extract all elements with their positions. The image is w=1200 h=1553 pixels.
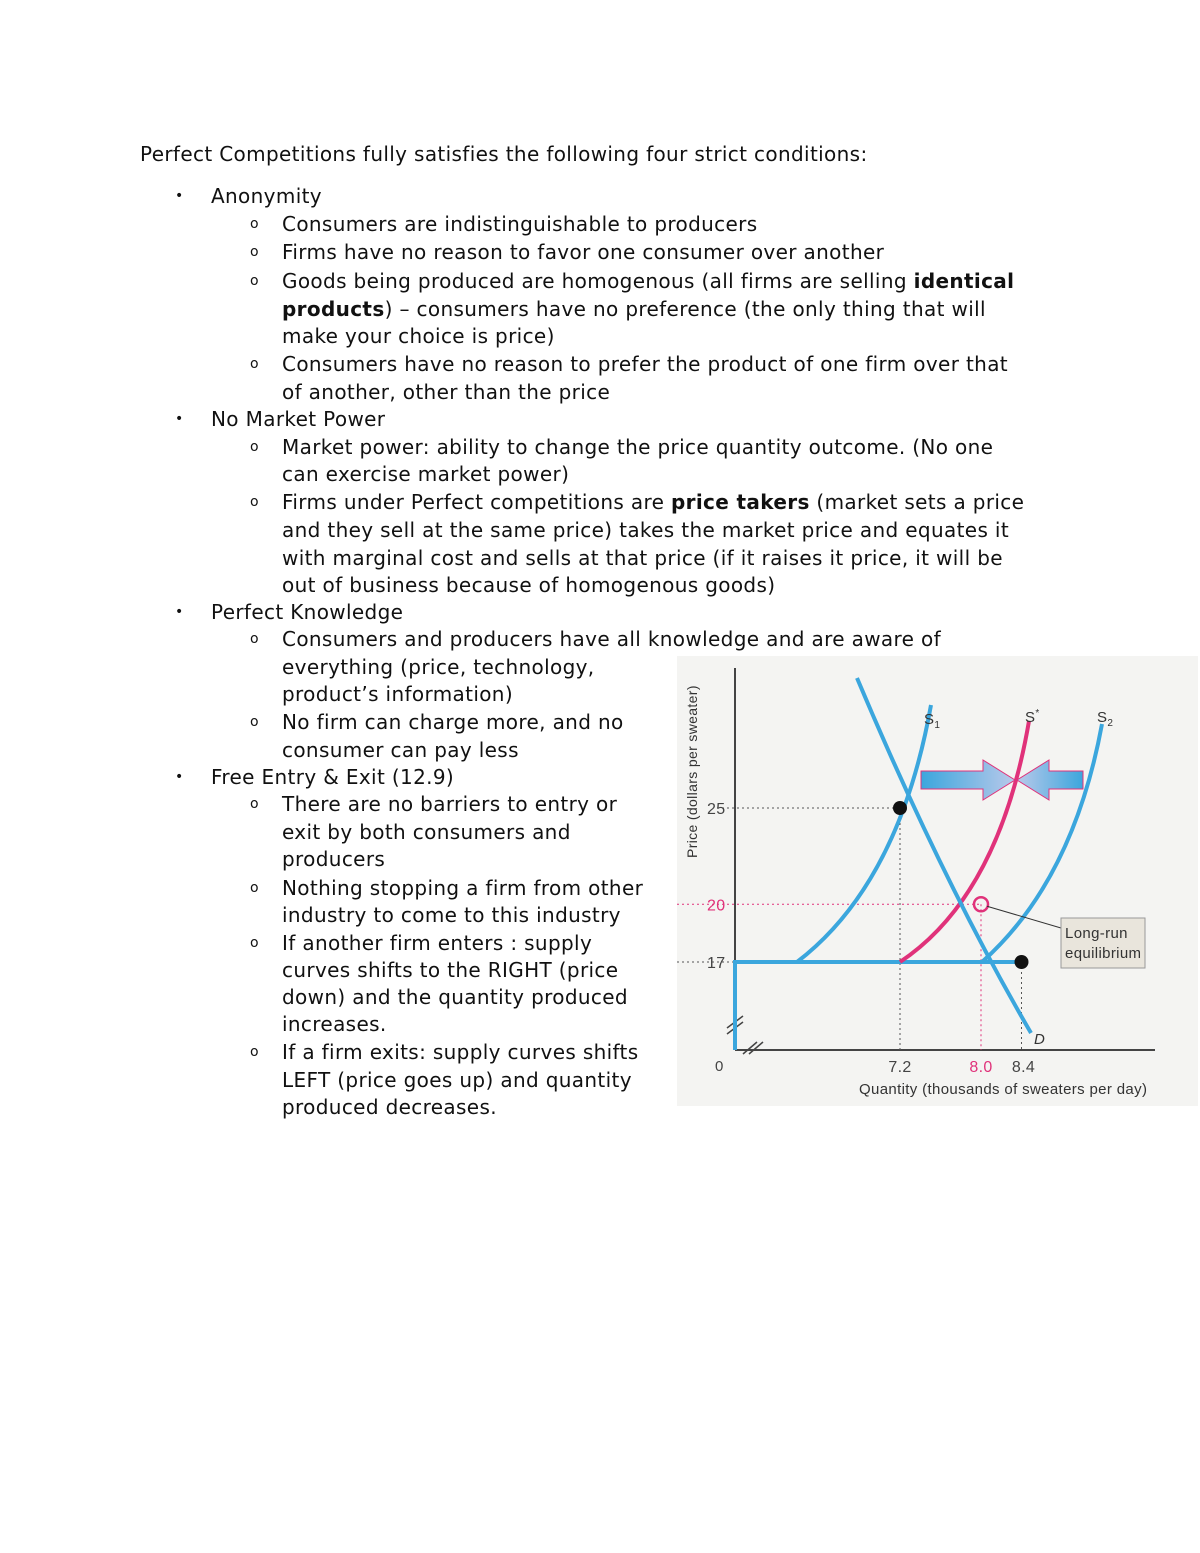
entry-point-4-line-2: LEFT (price goes up) and quantity bbox=[282, 1068, 632, 1092]
tick-label-price-20: 20 bbox=[707, 897, 726, 915]
sub-bullet: o bbox=[250, 796, 259, 812]
sub-bullet: o bbox=[250, 356, 259, 372]
entry-point-3-line-3: down) and the quantity produced bbox=[282, 985, 628, 1009]
entry-point-3-line-1: If another firm enters : supply bbox=[282, 931, 593, 955]
sub-bullet: o bbox=[250, 273, 259, 289]
bullet-market-power: • bbox=[175, 411, 184, 427]
entry-point-2-line-2: industry to come to this industry bbox=[282, 903, 621, 927]
x-axis-title: Quantity (thousands of sweaters per day) bbox=[859, 1081, 1148, 1098]
knowledge-point-1-line-2: everything (price, technology, bbox=[282, 655, 595, 679]
anonymity-point-4-line-1: Consumers have no reason to prefer the product of one firm over that bbox=[282, 352, 1008, 376]
sub-bullet: o bbox=[250, 244, 259, 260]
tick-label-quantity-7-2: 7.2 bbox=[888, 1059, 912, 1076]
market-power-point-2-line-4: out of business because of homogenous goods) bbox=[282, 573, 776, 597]
label-s-star: S* bbox=[1025, 708, 1040, 726]
sub-bullet: o bbox=[250, 494, 259, 510]
entry-point-1-line-1: There are no barriers to entry or bbox=[282, 792, 618, 816]
label-demand: D bbox=[1034, 1031, 1046, 1048]
bullet-anonymity: • bbox=[175, 188, 184, 204]
entry-point-1-line-2: exit by both consumers and bbox=[282, 820, 571, 844]
market-power-point-1-line-2: can exercise market power) bbox=[282, 462, 570, 486]
knowledge-heading: Perfect Knowledge bbox=[211, 600, 404, 624]
knowledge-point-2-line-1: No firm can charge more, and no bbox=[282, 710, 624, 734]
entry-heading: Free Entry & Exit (12.9) bbox=[211, 765, 455, 789]
entry-point-3-line-4: increases. bbox=[282, 1012, 387, 1036]
price-takers-emphasis: price takers bbox=[670, 490, 810, 514]
anonymity-point-3-line-2: products) – consumers have no preference (the only thing that will bbox=[282, 297, 986, 321]
sub-bullet: o bbox=[250, 880, 259, 896]
sub-bullet: o bbox=[250, 714, 259, 730]
sub-bullet: o bbox=[250, 216, 259, 232]
new-short-run-equilibrium-point bbox=[1015, 955, 1029, 969]
bullet-entry: • bbox=[175, 769, 184, 785]
tick-label-price-25: 25 bbox=[707, 801, 726, 818]
label-s2: $S_2$ bbox=[1097, 709, 1114, 729]
annotation-line-2: equilibrium bbox=[1065, 945, 1142, 962]
sub-bullet: o bbox=[250, 439, 259, 455]
entry-point-1-line-3: producers bbox=[282, 847, 386, 871]
tick-label-quantity-8-0: 8.0 bbox=[969, 1059, 993, 1076]
intro-heading: Perfect Competitions fully satisfies the following four strict conditions: bbox=[140, 142, 868, 166]
label-s1: $S_1$ bbox=[924, 711, 941, 731]
sub-bullet: o bbox=[250, 1044, 259, 1060]
anonymity-heading: Anonymity bbox=[211, 184, 322, 208]
entry-point-4-line-1: If a firm exits: supply curves shifts bbox=[282, 1040, 639, 1064]
knowledge-point-1-line-1: Consumers and producers have all knowledge and are aware of bbox=[282, 627, 941, 651]
entry-point-4-line-3: produced decreases. bbox=[282, 1095, 497, 1119]
anonymity-point-4-line-2: of another, other than the price bbox=[282, 380, 611, 404]
anonymity-point-3-line-1: Goods being produced are homogenous (all firms are selling identical bbox=[282, 269, 1015, 293]
market-power-point-1-line-1: Market power: ability to change the price quantity outcome. (No one bbox=[282, 435, 994, 459]
bullet-knowledge: • bbox=[175, 604, 184, 620]
tick-label-quantity-8-4: 8.4 bbox=[1011, 1059, 1036, 1076]
anonymity-point-3-line-3: make your choice is price) bbox=[282, 324, 555, 348]
entry-point-2-line-1: Nothing stopping a firm from other bbox=[282, 876, 644, 900]
anonymity-point-1: Consumers are indistinguishable to producers bbox=[282, 212, 758, 236]
anonymity-point-2: Firms have no reason to favor one consumer over another bbox=[282, 240, 885, 264]
sub-bullet: o bbox=[250, 631, 259, 647]
y-axis-title: Price (dollars per sweater) bbox=[684, 685, 700, 858]
annotation-line-1: Long-run bbox=[1065, 925, 1128, 942]
knowledge-point-1-line-3: product’s information) bbox=[282, 682, 513, 706]
market-power-heading: No Market Power bbox=[211, 407, 386, 431]
initial-equilibrium-point bbox=[893, 801, 907, 815]
sub-bullet: o bbox=[250, 935, 259, 951]
market-power-point-2-line-2: and they sell at the same price) takes the market price and equates it bbox=[282, 518, 1010, 542]
market-power-point-2-line-1: Firms under Perfect competitions are price takers (market sets a price bbox=[282, 490, 1025, 514]
origin-label: 0 bbox=[715, 1058, 724, 1075]
knowledge-point-2-line-2: consumer can pay less bbox=[282, 738, 519, 762]
tick-label-price-17: 17 bbox=[707, 955, 726, 972]
entry-point-3-line-2: curves shifts to the RIGHT (price bbox=[282, 958, 619, 982]
market-power-point-2-line-3: with marginal cost and sells at that price (if it raises it price, it will be bbox=[282, 546, 1003, 570]
products-emphasis: products bbox=[282, 297, 385, 321]
long-run-equilibrium-chart bbox=[677, 656, 1198, 1106]
identical-emphasis: identical bbox=[913, 269, 1015, 293]
